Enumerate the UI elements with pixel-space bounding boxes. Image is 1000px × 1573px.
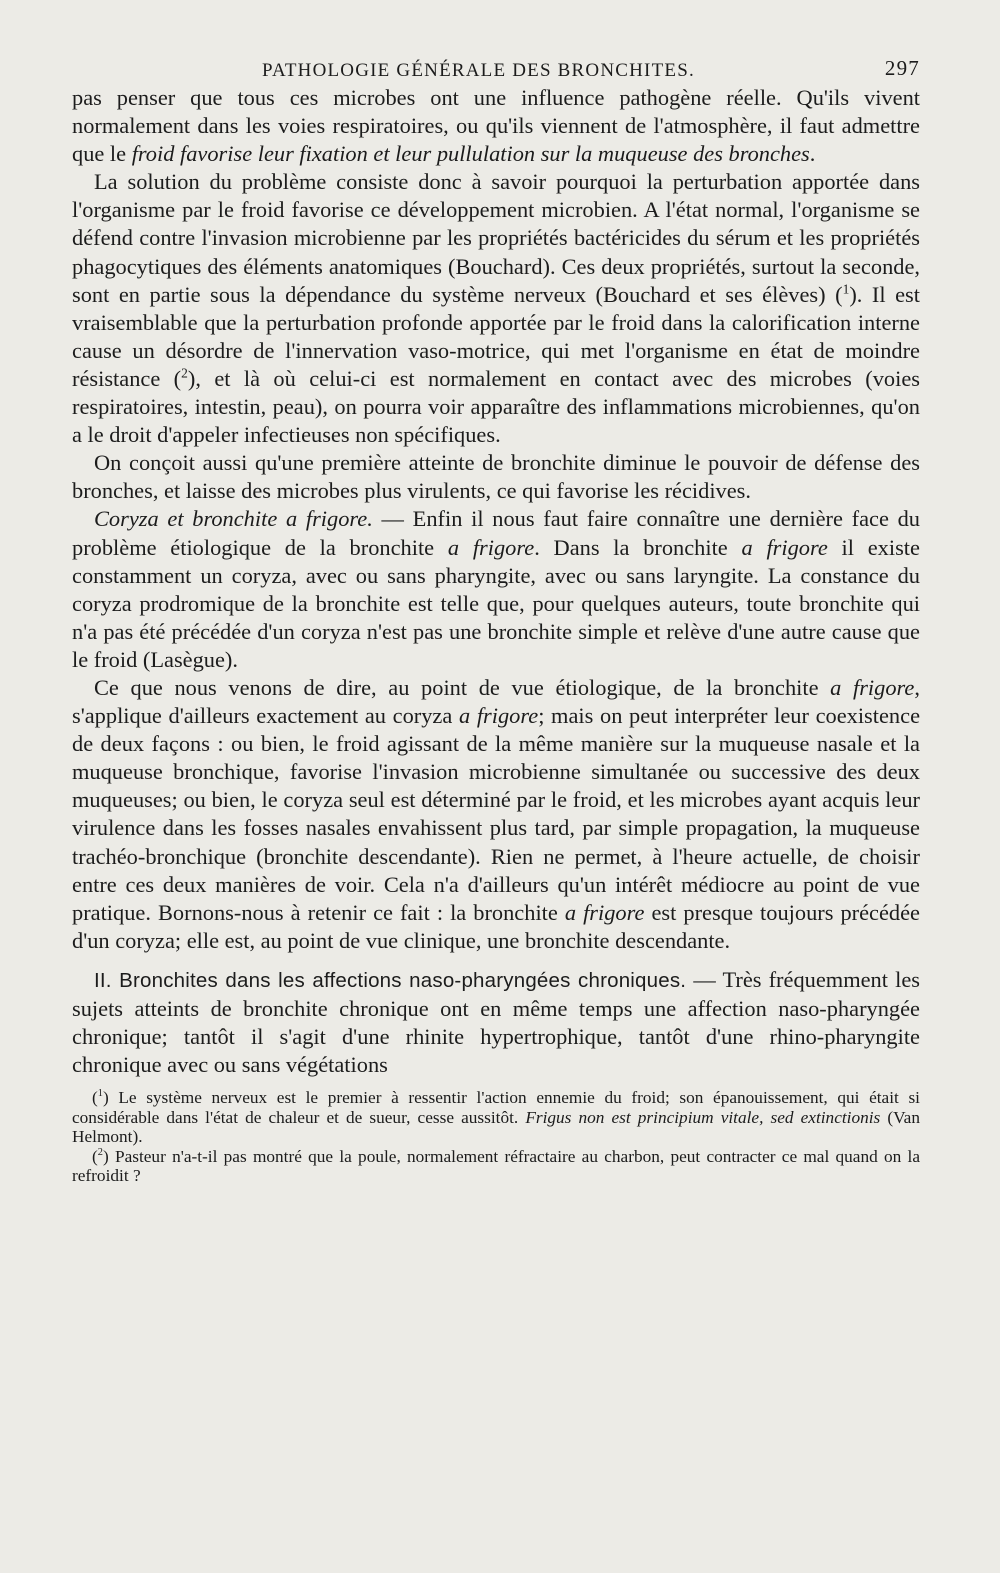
paragraph bbox=[72, 674, 920, 955]
text-run: pas penser que tous ces microbes ont une influence pathogène réelle. Qu'ils vivent normalement dans les voies respiratoires, ou qu'ils viennent de l'atmosphère, il faut admettre que le bbox=[72, 85, 920, 167]
footnote bbox=[72, 1088, 920, 1147]
paragraph bbox=[72, 168, 920, 449]
italic-text: Coryza et bronchite a frigore. bbox=[94, 506, 373, 532]
text-run: ), et là où celui-ci est normalement en contact avec des microbes (voies respiratoires, intestin, peau), on pourra voir apparaître des inflammations microbiennes, qu'on a le droit d'appeler infectieuses non spécifiques. bbox=[72, 365, 921, 448]
paragraph bbox=[72, 84, 920, 168]
italic-text: a frigore bbox=[830, 674, 915, 700]
section-heading: II. Bronchites dans les affections naso-pharyngées chroniques. bbox=[94, 968, 687, 992]
footnote-ref: 2 bbox=[181, 365, 188, 381]
text-run: — Très fréquemment les sujets atteints de bronchite chronique ont en même temps une affection naso-pharyngée chronique; tantôt il s'agit d'une rhinite hypertrophique, tantôt d'une rhino-pharyngite chronique avec ou sans végétations bbox=[72, 966, 920, 1078]
paragraph bbox=[72, 449, 920, 505]
text-run: . bbox=[809, 141, 816, 167]
footnote bbox=[72, 1147, 920, 1186]
footnote-ref: 1 bbox=[842, 281, 850, 297]
text-run: , s'applique d'ailleurs exactement au coryza bbox=[72, 674, 920, 729]
text-run: La solution du problème consiste donc à savoir pourquoi la perturbation apportée dans l'organisme par le froid favorise ce développement microbien. A l'état normal, l'organisme se défend contre l'invasion microbienne par les propriétés bactéricides du sérum et les propriétés phagocytiques des éléments anatomiques (Bouchard). Ces deux propriétés, surtout la seconde, sont en partie sous la dépendance du système nerveux (Bouchard et ses élèves) ( bbox=[72, 169, 920, 307]
running-title: PATHOLOGIE GÉNÉRALE DES BRONCHITES. bbox=[262, 60, 695, 81]
running-header bbox=[72, 54, 920, 84]
italic-text: a frigore bbox=[741, 534, 828, 560]
text-run: ( bbox=[92, 1088, 98, 1108]
text-run: (Van Helmont). bbox=[72, 1107, 920, 1147]
footnote-ref: 2 bbox=[97, 1147, 103, 1159]
footnotes bbox=[72, 1088, 920, 1186]
italic-text: Frigus non est principium vitale, sed extinctionis bbox=[525, 1107, 881, 1127]
text-run: ( bbox=[92, 1146, 98, 1166]
text-run: — Enfin il nous faut faire connaître une dernière face du problème étiologique de la bronchite bbox=[72, 506, 920, 560]
page-number: 297 bbox=[884, 56, 920, 80]
text-run: . Dans la bronchite bbox=[534, 534, 742, 560]
italic-text: a frigore bbox=[458, 703, 539, 729]
footnote-ref: 1 bbox=[97, 1088, 103, 1100]
text-run: ). Il est vraisemblable que la perturbation profonde apportée par le froid dans la calorification interne cause un désordre de l'innervation vaso-motrice, qui met l'organisme en état de moindre résistance ( bbox=[72, 281, 920, 391]
italic-text: a frigore bbox=[447, 534, 535, 560]
text-run: On conçoit aussi qu'une première atteinte de bronchite diminue le pouvoir de défense des bronches, et laisse des microbes plus virulents, ce qui favorise les récidives. bbox=[72, 450, 920, 504]
text-run: ) Le système nerveux est le premier à ressentir l'action ennemie du froid; son épanouissement, qui était si considérable dans l'état de chaleur et de sueur, cesse aussitôt. bbox=[72, 1088, 920, 1127]
section-paragraph bbox=[72, 966, 920, 1079]
paragraph bbox=[72, 505, 920, 674]
italic-text: a frigore bbox=[564, 899, 645, 925]
text-run: ; mais on peut interpréter leur coexistence de deux façons : ou bien, le froid agissant de la même manière sur la muqueuse nasale et la muqueuse bronchique, favorise l'invasion microbienne simultanée ou successive des deux muqueuses; ou bien, le coryza seul est déterminé par le froid, et les microbes ayant acquis leur virulence dans les fosses nasales envahissent plus tard, par simple propagation, la muqueuse trachéo-bronchique (bronchite descendante). Rien ne permet, à l'heure actuelle, de choisir entre ces deux manières de voir. Cela n'a d'ailleurs qu'un intérêt médiocre au point de vue pratique. Bornons-nous à retenir ce fait : la bronchite bbox=[72, 703, 921, 925]
text-run: Ce que nous venons de dire, au point de vue étiologique, de la bronchite bbox=[94, 674, 831, 700]
body-text bbox=[72, 84, 920, 1079]
text-run: il existe constamment un coryza, avec ou sans pharyngite, avec ou sans laryngite. La constance du coryza prodromique de la bronchite est telle que, pour quelques auteurs, toute bronchite qui n'a pas été précédée d'un coryza n'est pas une bronchite simple et relève d'une autre cause que le froid (Lasègue). bbox=[72, 534, 920, 672]
italic-text: froid favorise leur fixation et leur pullulation sur la muqueuse des bronches bbox=[131, 141, 810, 167]
text-run: ) Pasteur n'a-t-il pas montré que la poule, normalement réfractaire au charbon, peut contracter ce mal quand on la refroidit ? bbox=[72, 1146, 920, 1186]
text-run: est presque toujours précédée d'un coryza; elle est, au point de vue clinique, une bronchite descendante. bbox=[72, 899, 920, 953]
